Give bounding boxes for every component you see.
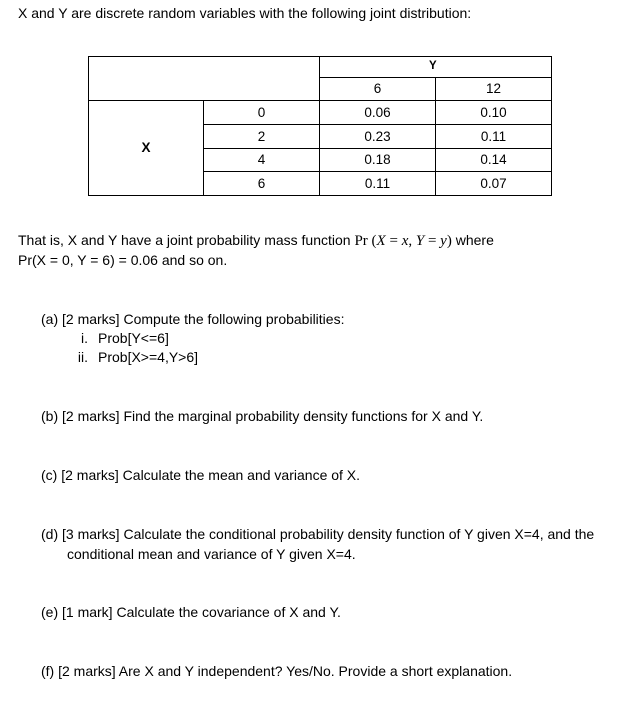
formula-paren: ( [371, 233, 377, 249]
formula-var: X [376, 233, 386, 249]
formula-comma: , [408, 233, 416, 249]
x-value-header: 6 [204, 172, 320, 196]
x-value-header: 0 [204, 101, 320, 125]
question-a-item [66, 330, 169, 346]
question-f: (f) [2 marks] Are X and Y independent? Yes/No. Provide a short explanation. [41, 663, 513, 679]
explanation-text: where [451, 232, 494, 248]
pmf-explanation-line2: Pr(X = 0, Y = 6) = 0.06 and so on. [18, 252, 228, 268]
question-b: (b) [2 marks] Find the marginal probability density functions for X and Y. [41, 408, 484, 424]
formula-var: x [401, 233, 409, 249]
question-d: (d) [3 marks] Calculate the conditional probability density function of Y given X=4, and the [41, 526, 595, 542]
item-number: i. [81, 330, 88, 346]
probability-cell: 0.06 [320, 101, 436, 125]
probability-cell: 0.10 [436, 101, 552, 125]
question-c: (c) [2 marks] Calculate the mean and variance of X. [41, 467, 361, 483]
probability-cell: 0.14 [436, 148, 552, 172]
x-value-header: 4 [204, 148, 320, 172]
table-header-row [89, 57, 552, 78]
intro-text: X and Y are discrete random variables with the following joint distribution: [18, 5, 472, 21]
joint-distribution-table [88, 56, 552, 196]
x-value-header: 2 [204, 124, 320, 148]
probability-cell: 0.07 [436, 172, 552, 196]
item-text: Prob[Y<=6] [98, 330, 169, 346]
explanation-text: That is, X and Y have a joint probability mass function [18, 232, 351, 248]
formula-eq: = [424, 233, 441, 249]
x-label: X [89, 101, 204, 196]
formula-var: Y [415, 233, 425, 249]
formula-var: y [440, 233, 447, 249]
probability-cell: 0.11 [436, 124, 552, 148]
pmf-formula [354, 233, 451, 249]
y-label: Y [429, 60, 437, 72]
formula-eq: = [385, 233, 402, 249]
y-label-cell [320, 57, 552, 78]
question-a-item [66, 349, 198, 365]
item-number: ii. [77, 349, 88, 365]
probability-cell: 0.11 [320, 172, 436, 196]
pr-symbol: Pr [354, 233, 368, 249]
question-e: (e) [1 mark] Calculate the covariance of X and Y. [41, 604, 341, 620]
formula-paren: ) [446, 233, 452, 249]
table-corner-cell [89, 57, 320, 101]
probability-cell: 0.18 [320, 148, 436, 172]
question-a: (a) [2 marks] Compute the following probabilities: [41, 311, 345, 327]
pmf-explanation-line1 [18, 232, 494, 250]
item-text: Prob[X>=4,Y>6] [98, 349, 199, 365]
question-d-continued: conditional mean and variance of Y given X=4. [67, 546, 356, 562]
probability-cell: 0.23 [320, 124, 436, 148]
y-value-header: 12 [436, 77, 552, 101]
table-row [89, 101, 552, 125]
y-value-header: 6 [320, 77, 436, 101]
